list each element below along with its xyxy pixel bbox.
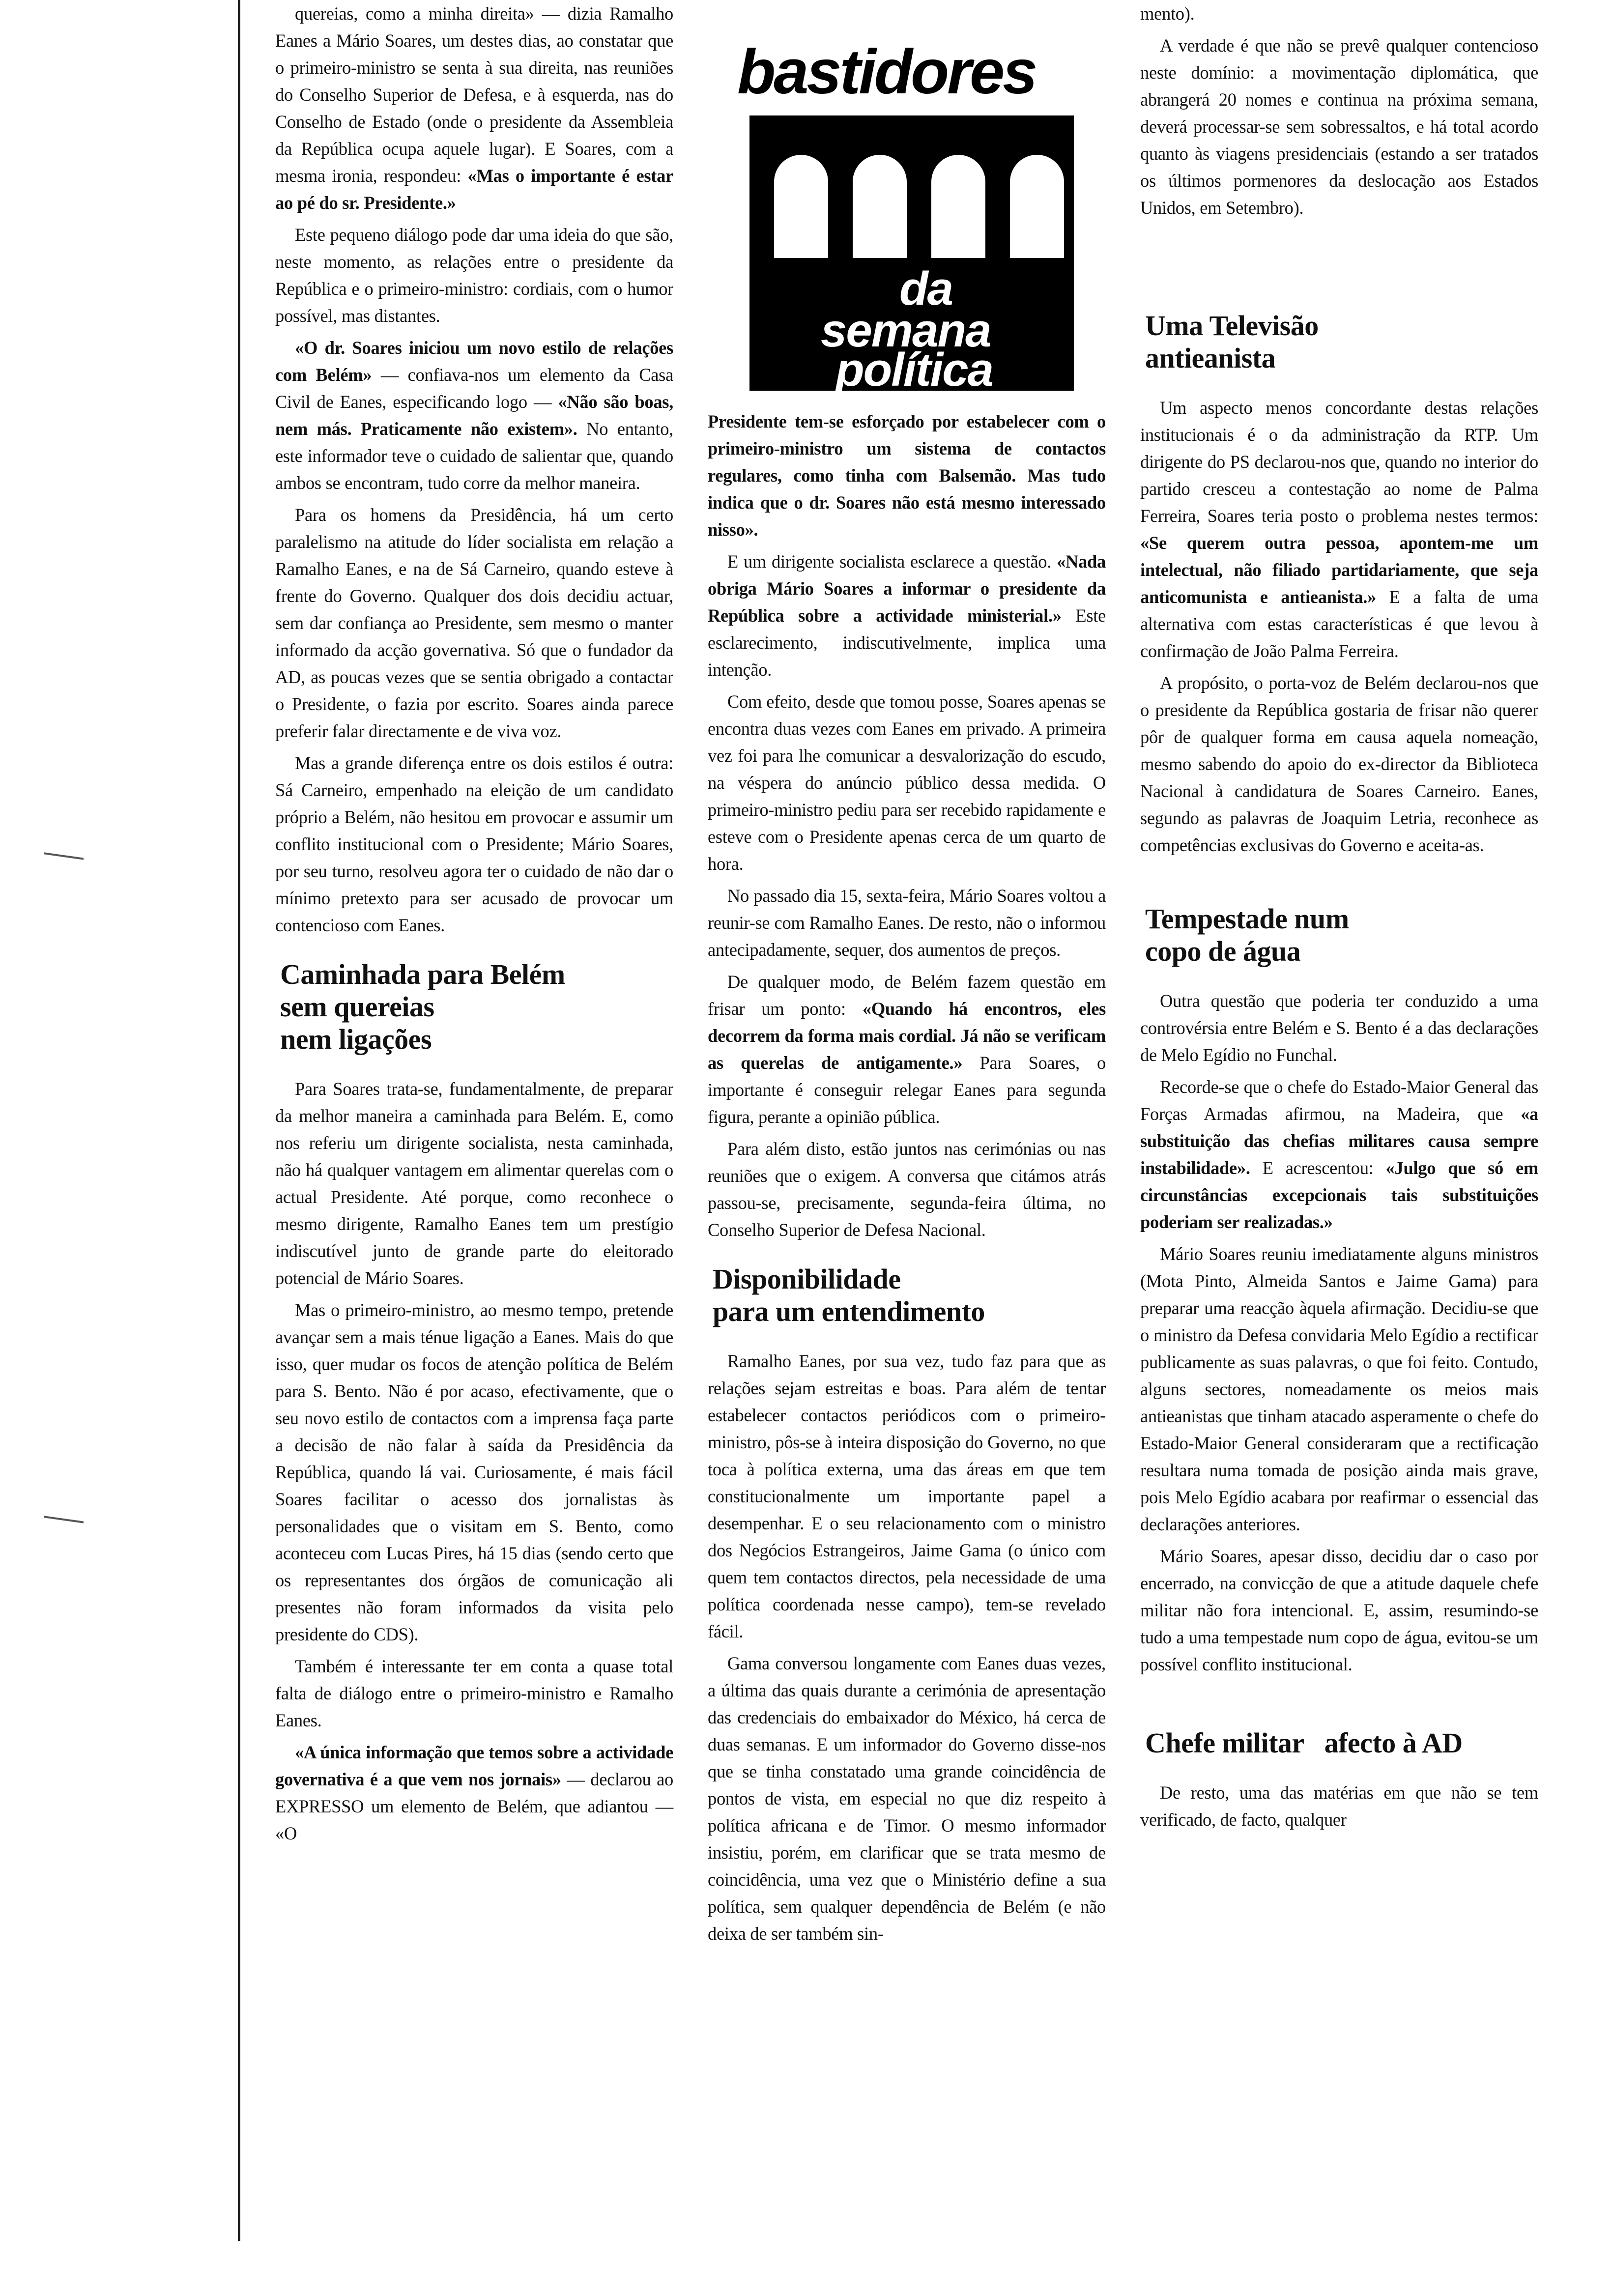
- heading-line: Caminhada para Belém: [280, 958, 565, 990]
- heading-line: Chefe militar afecto à AD: [1145, 1727, 1463, 1759]
- scan-mark: [44, 1516, 84, 1523]
- col3-body-2: [1140, 394, 1538, 859]
- paragraph: [275, 1075, 673, 1292]
- quote-text: «Julgo que só em circunstâncias excepcionais tais substituições poderiam ser realizadas.»: [1140, 1158, 1538, 1232]
- column-2: [708, 408, 1106, 1952]
- paragraph: [275, 501, 673, 745]
- body-text: No entanto, este informador teve o cuidado de salientar que, quando ambos se encontram, tudo corre da melhor maneira.: [275, 419, 673, 493]
- body-text: Mas a grande diferença entre os dois estilos é outra: Sá Carneiro, empenhado na eleição de um candidato próprio a Belém, não hesitou em provocar e assumir um conflito institucional com o Presidente; Mário Soares, por seu turno, resolveu agora ter o cuidado de não dar o mínimo pretexto para ser acusado de provocar um contencioso com Eanes.: [275, 753, 673, 935]
- paragraph: [1140, 1779, 1538, 1833]
- section-heading-caminhada: [275, 944, 673, 1075]
- quote-text: «A única informação que temos sobre a actividade governativa é a que vem nos jornais»: [275, 1742, 673, 1789]
- body-text: A propósito, o porta-voz de Belém declarou-nos que o presidente da República gostaria de frisar não querer pôr de qualquer forma em causa aquela nomeação, mesmo sabendo do apoio do ex-director da Biblioteca Nacional à candidatura de Soares Carneiro. Eanes, segundo as palavras de Joaquim Letria, reconhece as competências exclusivas do Governo e aceita-as.: [1140, 673, 1538, 855]
- paragraph: [275, 749, 673, 939]
- quote-text: «Nada obriga Mário Soares a informar o presidente da República sobre a actividade ministerial.»: [708, 551, 1106, 626]
- heading-line: para um entendimento: [713, 1295, 985, 1327]
- section-heading-chefe: [1140, 1683, 1538, 1779]
- body-text: Ramalho Eanes, por sua vez, tudo faz para que as relações sejam estreitas e boas. Para além de tentar estabelecer contactos periódicos com o primeiro-ministro, pôs-se à inteira disposição do Governo, no que toca à política externa, uma das áreas em que tem constitucionalmente um importante papel a desempenhar. E o seu relacionamento com o ministro dos Negócios Estrangeiros, Jaime Gama (o único com quem tem contactos directos, pela necessidade de uma política coordenada nesse campo), tem-se revelado fácil.: [708, 1351, 1106, 1641]
- col2-body-2: [708, 1348, 1106, 1947]
- body-text: Mas o primeiro-ministro, ao mesmo tempo, pretende avançar sem a mais ténue ligação a Eanes. Mais do que isso, quer mudar os focos de atenção política de Belém para S. Bento. Não é por acaso, efectivamente, que o seu novo estilo de contactos com a imprensa faça parte a decisão de não falar à saída da Presidência da República, quando lá vai. Curiosamente, é mais fácil Soares facilitar o acesso dos jornalistas às personalidades que o visitam em S. Bento, como aconteceu com Lucas Pires, há 15 dias (sendo certo que os representantes dos órgãos de comunicação ali presentes não foram informados da visita pelo presidente do CDS).: [275, 1300, 673, 1644]
- body-text: Um aspecto menos concordante destas relações institucionais é o da administração da RTP. Um dirigente do PS declarou-nos que, quando no interior do partido cresceu a contestação ao nome de Palma Ferreira, Soares teria posto o problema nestes termos:: [1140, 398, 1538, 526]
- body-text: Para além disto, estão juntos nas cerimónias ou nas reuniões que o exigem. A conversa que citámos atrás passou-se, precisamente, segunda-feira última, no Conselho Superior de Defesa Nacional.: [708, 1139, 1106, 1240]
- paragraph: [1140, 987, 1538, 1068]
- quote-text: «Se querem outra pessoa, apontem-me um intelectual, não filiado partidariamente, que seja anticomunista e antieanista.»: [1140, 533, 1538, 607]
- paragraph: [275, 221, 673, 329]
- paragraph: [708, 548, 1106, 683]
- paragraph: [708, 408, 1106, 543]
- body-text: Mário Soares, apesar disso, decidiu dar o caso por encerrado, na convicção de que a atitude daquele chefe militar não fora intencional. E, assim, resumindo-se tudo a uma tempestade num copo de água, evitou-se um possível conflito institucional.: [1140, 1546, 1538, 1674]
- col3-body-3: [1140, 987, 1538, 1678]
- heading-line: sem quereias: [280, 991, 434, 1023]
- body-text: — confiava-nos um elemento da Casa Civil de Eanes, especificando logo —: [275, 365, 673, 412]
- paragraph: [1140, 32, 1538, 221]
- logo-line-4: política: [835, 344, 993, 396]
- paragraph: [275, 1653, 673, 1734]
- col3-body-4: [1140, 1779, 1538, 1833]
- quote-text: «a substituição das chefias militares causa sempre instabilidade».: [1140, 1104, 1538, 1178]
- scan-mark: [44, 852, 84, 860]
- heading-line: Disponibilidade: [713, 1263, 901, 1295]
- bastidores-logo: [722, 20, 1106, 403]
- paragraph: [1140, 0, 1538, 27]
- paragraph: [708, 1650, 1106, 1947]
- body-text: Recorde-se que o chefe do Estado-Maior General das Forças Armadas afirmou, na Madeira, que: [1140, 1077, 1538, 1124]
- paragraph: [1140, 1543, 1538, 1678]
- quote-text: «Não são boas, nem más. Praticamente não existem».: [275, 392, 673, 439]
- body-text: — declarou ao EXPRESSO um elemento de Belém, que adiantou — «O: [275, 1769, 673, 1843]
- col2-body: [708, 408, 1106, 1243]
- body-text: E um dirigente socialista esclarece a questão.: [727, 551, 1057, 572]
- quote-text: Presidente tem-se esforçado por estabelecer com o primeiro-ministro um sistema de contactos regulares, como tinha com Balsemão. Mas tudo indica que o dr. Soares não está mesmo interessado nisso».: [708, 411, 1106, 540]
- quote-text: «O dr. Soares iniciou um novo estilo de relações com Belém»: [275, 338, 673, 385]
- section-heading-tempestade: [1140, 863, 1538, 987]
- body-text: Para Soares trata-se, fundamentalmente, de preparar da melhor maneira a caminhada para Belém. E, como nos referiu um dirigente socialista, nesta caminhada, não há qualquer vantagem em alimentar querelas com o actual Presidente. Até porque, como reconhece o mesmo dirigente, Ramalho Eanes tem um prestígio indiscutível junto de grande parte do eleitorado potencial de Mário Soares.: [275, 1079, 673, 1288]
- paragraph: [1140, 669, 1538, 859]
- paragraph: [708, 882, 1106, 963]
- paragraph: [1140, 1073, 1538, 1235]
- body-text: No passado dia 15, sexta-feira, Mário Soares voltou a reunir-se com Ramalho Eanes. De resto, não o informou antecipadamente, sequer, dos aumentos de preços.: [708, 886, 1106, 960]
- quote-text: «Mas o importante é estar ao pé do sr. Presidente.»: [275, 166, 673, 213]
- paragraph: [708, 968, 1106, 1130]
- body-text: Este pequeno diálogo pode dar uma ideia do que são, neste momento, as relações entre o presidente da República e o primeiro-ministro: cordiais, com o humor possível, mas distantes.: [275, 225, 673, 326]
- logo-line-3: semana: [821, 304, 991, 357]
- column-1: [275, 0, 673, 1852]
- body-text: A verdade é que não se prevê qualquer contencioso neste domínio: a movimentação diplomática, que abrangerá 20 nomes e continua na próxima semana, deverá processar-se sem sobressaltos, e há total acordo quanto às viagens presidenciais (estando a ser tratados os últimos pormenores da deslocação aos Estados Unidos, em Setembro).: [1140, 35, 1538, 218]
- body-text: Com efeito, desde que tomou posse, Soares apenas se encontra duas vezes com Eanes em privado. A primeira vez foi para lhe comunicar a desvalorização do escudo, na véspera do anúncio público dessa medida. O primeiro-ministro pediu para ser recebido rapidamente e esteve com o Presidente apenas cerca de um quarto de hora.: [708, 691, 1106, 874]
- quote-text: «Quando há encontros, eles decorrem da forma mais cordial. Já não se verificam as querelas de antigamente.»: [708, 999, 1106, 1073]
- body-text: Gama conversou longamente com Eanes duas vezes, a última das quais durante a cerimónia de apresentação das credenciais do embaixador do México, há cerca de duas semanas. E um informador do Governo disse-nos que se tinha constatado uma grande coincidência de pontos de vista, em especial no que diz respeito à política africana e de Timor. O mesmo informador insistiu, porém, em clarificar que se trata mesmo de coincidência, uma vez que o Ministério define a sua política, sem qualquer dependência de Belém (e não deixa de ser também sin-: [708, 1653, 1106, 1944]
- logo-line-2: da: [899, 262, 953, 315]
- heading-line: nem ligações: [280, 1023, 432, 1055]
- col3-body: [1140, 0, 1538, 221]
- logo-line-1: bastidores: [737, 37, 1036, 107]
- column-3: [1140, 0, 1538, 1838]
- body-text: Este esclarecimento, indiscutivelmente, implica uma intenção.: [708, 605, 1106, 680]
- body-text: De qualquer modo, de Belém fazem questão em frisar um ponto:: [708, 972, 1106, 1019]
- heading-line: Tempestade num: [1145, 903, 1349, 935]
- body-text: mento).: [1140, 3, 1195, 24]
- section-heading-televisao: [1140, 226, 1538, 394]
- paragraph: [275, 334, 673, 496]
- paragraph: [708, 688, 1106, 877]
- column-rule: [238, 0, 240, 2241]
- body-text: E acrescentou:: [1250, 1158, 1386, 1178]
- col1-body-2: [275, 1075, 673, 1847]
- heading-line: Uma Televisão: [1145, 310, 1319, 342]
- paragraph: [275, 0, 673, 216]
- paragraph: [1140, 1240, 1538, 1538]
- body-text: Outra questão que poderia ter conduzido a uma controvérsia entre Belém e S. Bento é a das declarações de Melo Egídio no Funchal.: [1140, 991, 1538, 1065]
- col1-body: [275, 0, 673, 939]
- paragraph: [275, 1296, 673, 1648]
- body-text: Mário Soares reuniu imediatamente alguns ministros (Mota Pinto, Almeida Santos e Jaime Gama) para preparar uma reacção àquela afirmação. Decidiu-se que o ministro da Defesa convidaria Melo Egídio a rectificar publicamente as suas palavras, o que foi feito. Contudo, alguns sectores, nomeadamente os meios mais antieanistas que tinham atacado asperamente o chefe do Estado-Maior General consideraram que a rectificação resultara numa tomada de posição ainda mais grave, pois Melo Egídio acabara por reafirmar o essencial das declarações anteriores.: [1140, 1244, 1538, 1534]
- section-heading-disponibilidade: [708, 1248, 1106, 1348]
- body-text: Para os homens da Presidência, há um certo paralelismo na atitude do líder socialista em relação a Ramalho Eanes, e na de Sá Carneiro, quando esteve à frente do Governo. Qualquer dos dois decidiu actuar, sem dar confiança ao Presidente, sem mesmo o manter informado da acção governativa. Só que o fundador da AD, as poucas vezes que se sentia obrigado a contactar o Presidente, o fazia por escrito. Soares ainda parece preferir falar directamente e de viva voz.: [275, 505, 673, 741]
- heading-line: antieanista: [1145, 342, 1276, 374]
- paragraph: [708, 1348, 1106, 1645]
- paragraph: [1140, 394, 1538, 664]
- body-text: quereias, como a minha direita» — dizia Ramalho Eanes a Mário Soares, um destes dias, ao constatar que o primeiro-ministro se senta à sua direita, nas reuniões do Conselho Superior de Defesa, e à esquerda, nas do Conselho de Estado (onde o presidente da Assembleia da República ocupa aquele lugar). E Soares, com a mesma ironia, respondeu:: [275, 3, 673, 186]
- paragraph: [708, 1135, 1106, 1243]
- body-text: E a falta de uma alternativa com estas características é que levou à confirmação de João Palma Ferreira.: [1140, 587, 1538, 661]
- body-text: Para Soares, o importante é conseguir relegar Eanes para segunda figura, perante a opinião pública.: [708, 1053, 1106, 1127]
- body-text: De resto, uma das matérias em que não se tem verificado, de facto, qualquer: [1140, 1782, 1538, 1830]
- heading-line: copo de água: [1145, 935, 1301, 967]
- paragraph: [275, 1739, 673, 1847]
- body-text: Também é interessante ter em conta a quase total falta de diálogo entre o primeiro-ministro e Ramalho Eanes.: [275, 1656, 673, 1730]
